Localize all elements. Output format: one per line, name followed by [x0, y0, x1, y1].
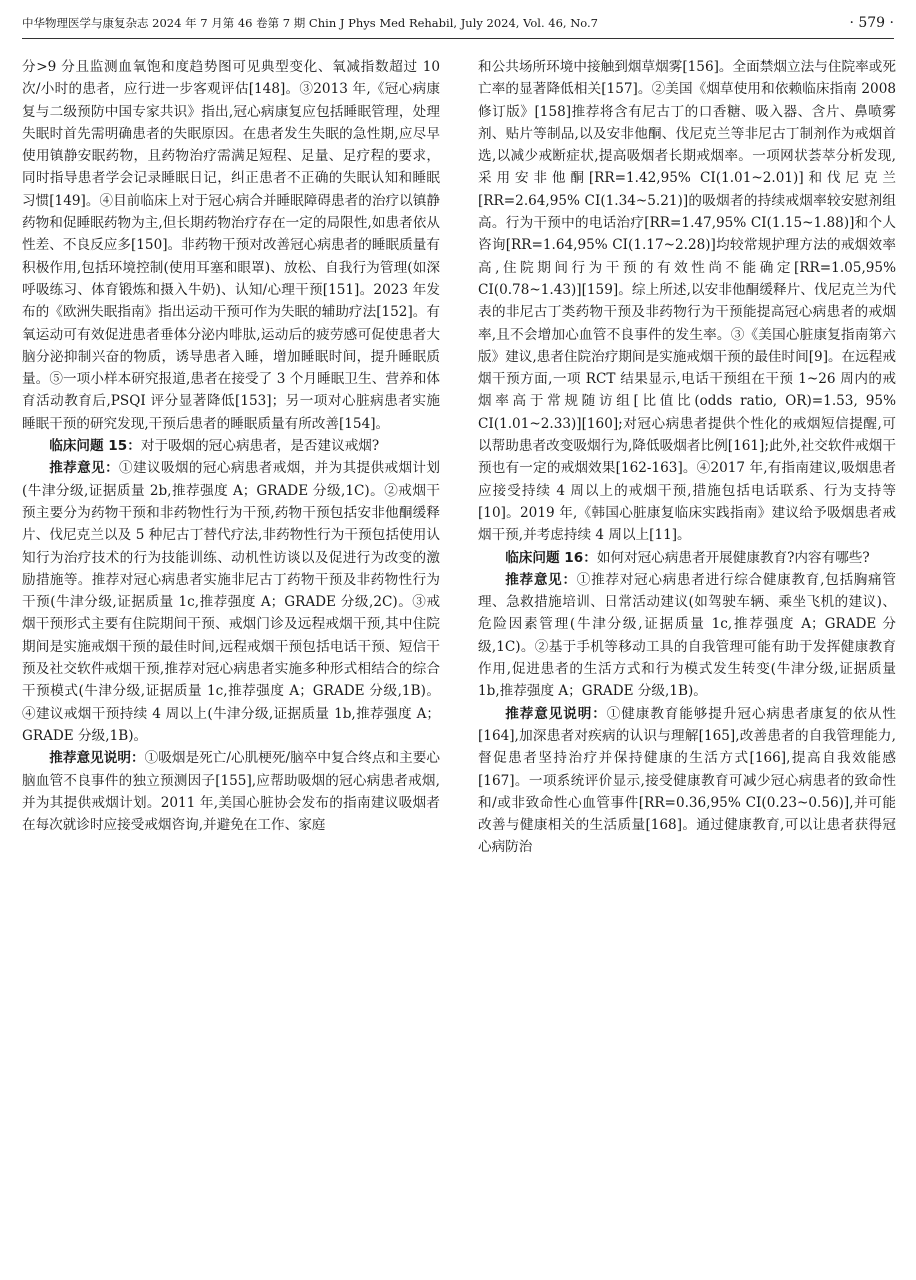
running-header	[22, 8, 894, 39]
recommendation-label: 推荐意见：	[49, 460, 120, 477]
explanation-label: 推荐意见说明：	[505, 705, 607, 722]
question-text: 对于吸烟的冠心病患者，是否建议戒烟?	[140, 438, 380, 455]
explanation-text: ①吸烟是死亡/心肌梗死/脑卒中复合终点和主要心脑血管不良事件的独立预测因子[155],应帮助吸烟的冠心病患者戒烟,并为其提供戒烟计划。2011 年,美国心脏协会发布的指南建议吸烟者在每次就诊时应接受戒烟咨询,并避免在工作、家庭	[22, 750, 440, 834]
clinical-question-15	[22, 435, 440, 457]
recommendation-15	[22, 457, 440, 747]
question-label: 临床问题 16：	[505, 549, 597, 566]
recommendation-explanation-15	[22, 747, 440, 836]
explanation-text: ①健康教育能够提升冠心病患者康复的依从性[164],加深患者对疾病的认识与理解[165],改善患者的自我管理能力,督促患者坚持治疗并保持健康的生活方式[166],提高自我效能感[167]。一项系统评价显示,接受健康教育可减少冠心病患者的致命性和/或非致命性心血管事件[RR=0.36,95% CI(0.23~0.56)],并可能改善与健康相关的生活质量[168]。通过健康教育,可以让患者获得冠心病防治	[478, 705, 896, 856]
right-column	[478, 56, 896, 1272]
clinical-question-16	[478, 547, 896, 569]
question-label: 临床问题 15：	[49, 438, 141, 455]
explanation-label: 推荐意见说明：	[49, 750, 145, 767]
recommendation-text: ①推荐对冠心病患者进行综合健康教育,包括胸痛管理、急救措施培训、日常活动建议(如驾驶车辆、乘坐飞机的建议)、危险因素管理(牛津分级,证据质量 1c,推荐强度 A；GRADE 分级,1C)。②基于手机等移动工具的自我管理可能有助于发挥健康教育作用,促进患者的生活方式和行为模式发生转变(牛津分级,证据质量 1b,推荐强度 A；GRADE 分级,1B)。	[478, 571, 896, 700]
recommendation-text: ①建议吸烟的冠心病患者戒烟，并为其提供戒烟计划(牛津分级,证据质量 2b,推荐强度 A；GRADE 分级,1C)。②戒烟干预主要分为药物干预和非药物性行为干预,药物干预包括安非他酮缓释片、伐尼克兰以及 5 种尼古丁替代疗法,非药物性行为干预包括使用认知行为治疗技术的行为技能训练、动机性访谈以及促进行为改变的激励措施等。推荐对冠心病患者实施非尼古丁药物干预及非药物性行为干预(牛津分级,证据质量 1c,推荐强度 A；GRADE 分级,2C)。③戒烟干预形式主要有住院期间干预、戒烟门诊及远程戒烟干预,其中住院期间是实施戒烟干预的最佳时间,远程戒烟干预包括电话干预、短信干预及社交软件戒烟干预,推荐对冠心病患者实施多种形式相结合的综合干预模式(牛津分级,证据质量 1c,推荐强度 A；GRADE 分级,1B)。④建议戒烟干预持续 4 周以上(牛津分级,证据质量 1b,推荐强度 A；GRADE 分级,1B)。	[22, 460, 440, 744]
recommendation-explanation-16	[478, 703, 896, 859]
page-number: · 579 ·	[849, 15, 894, 31]
recommendation-label: 推荐意见：	[505, 571, 577, 588]
paragraph-smoking-cessation: 和公共场所环境中接触到烟草烟雾[156]。全面禁烟立法与住院率或死亡率的显著降低相关[157]。②美国《烟草使用和依赖临床指南 2008 修订版》[158]推荐将含有尼古丁的口香糖、吸入器、含片、鼻喷雾剂、贴片等制品,以及安非他酮、伐尼克兰等非尼古丁制剂作为戒烟首选,以减少戒断症状,提高吸烟者长期戒烟率。一项网状荟萃分析发现,采用安非他酮[RR=1.42,95% CI(1.01~2.01)]和伐尼克兰[RR=2.64,95% CI(1.34~5.21)]的吸烟者的持续戒烟率较安慰剂组高。行为干预中的电话治疗[RR=1.47,95% CI(1.15~1.88)]和个人咨询[RR=1.64,95% CI(1.17~2.28)]均较常规护理方法的戒烟效率高,住院期间行为干预的有效性尚不能确定[RR=1.05,95% CI(0.78~1.43)][159]。综上所述,以安非他酮缓释片、伐尼克兰为代表的非尼古丁类药物干预及非药物行为干预能提高冠心病患者的戒烟率,且不会增加心血管不良事件的发生率。③《美国心脏康复指南第六版》建议,患者住院治疗期间是实施戒烟干预的最佳时间[9]。在远程戒烟干预方面,一项 RCT 结果显示,电话干预组在干预 1~26 周内的戒烟率高于常规随访组[比值比(odds ratio, OR)=1.53, 95% CI(1.01~2.33)][160];对冠心病患者提供个性化的戒烟短信提醒,可以帮助患者改变吸烟行为,降低吸烟者比例[161];此外,社交软件戒烟干预也有一定的戒烟效果[162-163]。④2017 年,有指南建议,吸烟患者应接受持续 4 周以上的戒烟干预,措施包括电话联系、行为支持等[10]。2019 年,《韩国心脏康复临床实践指南》建议给予吸烟患者戒烟干预,并考虑持续 4 周以上[11]。	[478, 59, 896, 544]
paragraph-sleep-management: 分>9 分且监测血氧饱和度趋势图可见典型变化、氧减指数超过 10 次/小时的患者，应行进一步客观评估[148]。③2013 年,《冠心病康复与二级预防中国专家共识》指出,冠心病康复应包括睡眠管理，处理失眠时首先需明确患者的失眠原因。在患者发生失眠的急性期,应尽早使用镇静安眠药物，且药物治疗需满足短程、足量、足疗程的要求，同时指导患者学会记录睡眠日记，纠正患者不正确的失眠认知和睡眠习惯[149]。④目前临床上对于冠心病合并睡眠障碍患者的治疗以镇静药物和促睡眠药物为主,但长期药物治疗存在一定的局限性,如患者依从性差、不良反应多[150]。非药物干预对改善冠心病患者的睡眠质量有积极作用,包括环境控制(使用耳塞和眼罩)、放松、自我行为管理(如深呼吸练习、体育锻炼和摄入牛奶)、认知/心理干预[151]。2023 年发布的《欧洲失眠指南》指出运动干预可作为失眠的辅助疗法[152]。有氧运动可有效促进患者垂体分泌内啡肽,运动后的疲劳感可促使患者大脑分泌抑制兴奋的物质，诱导患者入睡，增加睡眠时间，提升睡眠质量。⑤一项小样本研究报道,患者在接受了 3 个月睡眠卫生、营养和体育活动教育后,PSQI 评分显著降低[153]；另一项对心脏病患者实施睡眠干预的研究发现,干预后患者的睡眠质量有所改善[154]。	[22, 59, 440, 432]
recommendation-16	[478, 569, 896, 703]
journal-citation: 中华物理医学与康复杂志 2024 年 7 月第 46 卷第 7 期 Chin J Phys Med Rehabil, July 2024, Vol. 46, No.7	[22, 16, 598, 30]
left-column	[22, 56, 440, 1272]
question-text: 如何对冠心病患者开展健康教育?内容有哪些?	[596, 549, 870, 566]
